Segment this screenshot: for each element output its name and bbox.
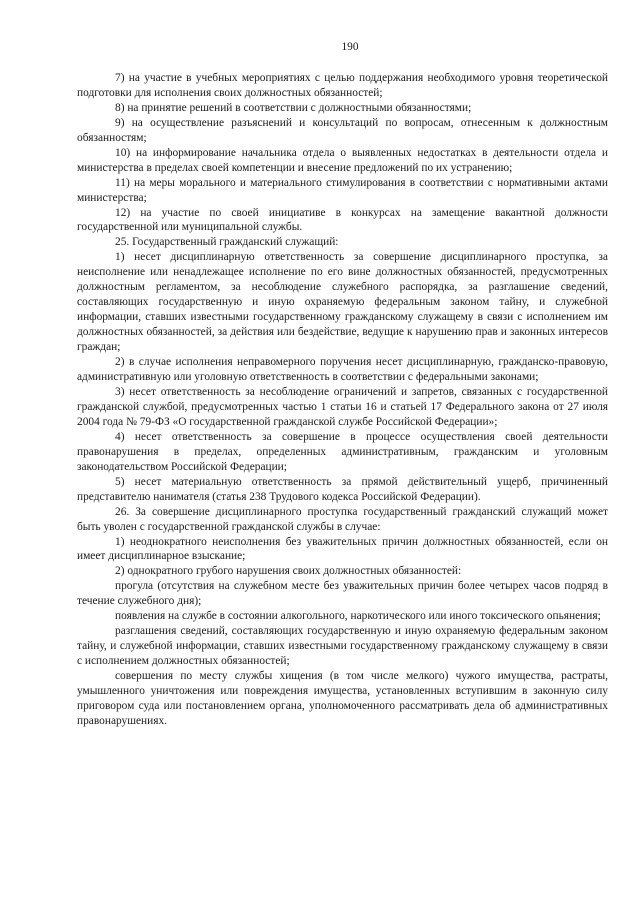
paragraph: 2) в случае исполнения неправомерного поручения несет дисциплинарную, гражданско-правовую, административную или уголовную ответственность в соответствии с федеральными законами;: [77, 356, 608, 384]
paragraph: 1) неоднократного неисполнения без уважительных причин должностных обязанностей, если он имеет дисциплинарное взыскание;: [77, 535, 608, 563]
paragraph: 4) несет ответственность за совершение в процессе осуществления своей деятельности правонарушения в пределах, определенных административным, гражданским и уголовным законодательством Российской Федерации;: [77, 430, 608, 473]
paragraph: 2) однократного грубого нарушения своих должностных обязанностей:: [115, 565, 462, 578]
paragraph: 9) на осуществление разъяснений и консультаций по вопросам, отнесенным к должностным обязанностям;: [77, 116, 608, 144]
paragraph: 3) несет ответственность за несоблюдение ограничений и запретов, связанных с государственной гражданской службой, предусмотренных частью 1 статьи 16 и статьей 17 Федерального закона от 27 июля 2004 года № 79-ФЗ «О государственной гражданской службе Российской Федерации»;: [77, 385, 608, 428]
paragraph: разглашения сведений, составляющих государственную и иную охраняемую федеральным законом тайну, и служебной информации, ставших известными государственному гражданскому служащему в связи с исполнением должностных обязанностей;: [77, 625, 608, 668]
section-heading: 26. За совершение дисциплинарного проступка государственный гражданский служащий может быть уволен с государственной гражданской службы в случае:: [77, 505, 608, 533]
paragraph: 12) на участие по своей инициативе в конкурсах на замещение вакантной должности государственной или муниципальной службы.: [77, 206, 608, 234]
paragraph: прогула (отсутствия на служебном месте без уважительных причин более четырех часов подряд в течение служебного дня);: [77, 580, 608, 608]
paragraph: совершения по месту службы хищения (в том числе мелкого) чужого имущества, растраты, умышленного уничтожения или повреждения имущества, установленных вступившим в законную силу приговором суда или постановлением органа, уполномоченного рассматривать дела об административных правонарушениях.: [77, 670, 608, 727]
paragraph: 1) несет дисциплинарную ответственность за совершение дисциплинарного проступка, за неисполнение или ненадлежащее исполнение по его вине должностных обязанностей, предусмотренных должностным регламентом, за несоблюдение служебного распорядка, за разглашение сведений, составляющих государственную и иную охраняемую федеральным законом тайну, и служебной информации, ставших известными государственному гражданскому служащему в связи с исполнением им должностных обязанностей, за действия или бездействие, ведущие к нарушению прав и законных интересов граждан;: [77, 251, 608, 354]
page-number: 190: [341, 41, 359, 53]
paragraph: 7) на участие в учебных мероприятиях с целью поддержания необходимого уровня теоретической подготовки для исполнения своих должностных обязанностей;: [77, 71, 608, 99]
paragraph: 11) на меры морального и материального стимулирования в соответствии с нормативными актами министерства;: [77, 176, 608, 204]
paragraph: 10) на информирование начальника отдела о выявленных недостатках в деятельности отдела и министерства в пределах своей компетенции и внесение предложений по их устранению;: [77, 146, 608, 174]
paragraph: появления на службе в состоянии алкогольного, наркотического или иного токсического опьянения;: [115, 610, 601, 623]
section-heading: 25. Государственный гражданский служащий:: [115, 236, 339, 249]
paragraph: 8) на принятие решений в соответствии с должностными обязанностями;: [115, 101, 472, 114]
paragraph: 5) несет материальную ответственность за прямой действительный ущерб, причиненный представителю нанимателя (статья 238 Трудового кодекса Российской Федерации).: [77, 475, 608, 503]
